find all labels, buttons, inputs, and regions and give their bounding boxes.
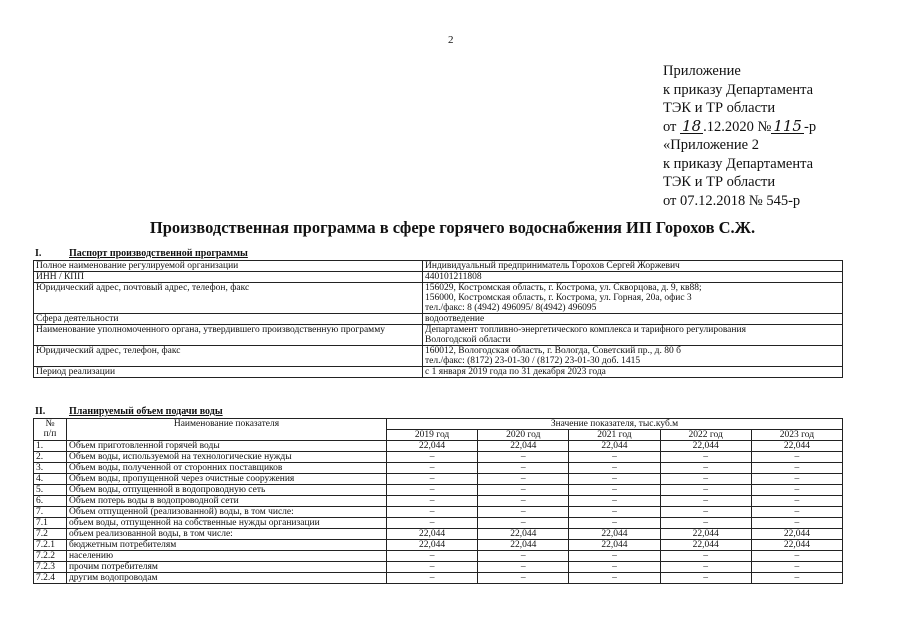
passport-table bbox=[33, 260, 843, 378]
row-value: 22,044 bbox=[387, 529, 478, 540]
row-value: – bbox=[751, 496, 842, 507]
row-value: – bbox=[751, 573, 842, 584]
passport-key: Полное наименование регулируемой организации bbox=[34, 261, 423, 272]
row-name: населению bbox=[66, 551, 386, 562]
table-row bbox=[34, 485, 843, 496]
year-header: 2021 год bbox=[569, 430, 660, 441]
row-number: 7.2.1 bbox=[34, 540, 67, 551]
row-value: – bbox=[751, 485, 842, 496]
appendix-line: ТЭК и ТР области bbox=[663, 100, 776, 116]
row-number: 7.2.4 bbox=[34, 573, 67, 584]
table-row bbox=[34, 540, 843, 551]
passport-value bbox=[423, 367, 843, 378]
document-title: Производственная программа в сфере горячего водоснабжения ИП Горохов С.Ж. bbox=[149, 218, 756, 237]
table-row bbox=[34, 507, 843, 518]
passport-value bbox=[423, 272, 843, 283]
passport-value-line: 156029, Костромская область, г. Кострома, ул. Скворцова, д. 9, кв88; bbox=[425, 283, 702, 293]
header-name: Наименование показателя bbox=[66, 419, 386, 441]
passport-value-line: 440101211808 bbox=[425, 272, 482, 282]
row-number: 7.2.3 bbox=[34, 562, 67, 573]
passport-row bbox=[34, 346, 843, 367]
table-row bbox=[34, 441, 843, 452]
row-value: – bbox=[660, 507, 751, 518]
row-value: – bbox=[387, 485, 478, 496]
row-value: – bbox=[569, 562, 660, 573]
row-value: – bbox=[478, 474, 569, 485]
row-value: 22,044 bbox=[569, 540, 660, 551]
row-value: – bbox=[387, 551, 478, 562]
row-value: – bbox=[387, 573, 478, 584]
passport-row bbox=[34, 325, 843, 346]
row-value: – bbox=[478, 562, 569, 573]
header-num-line2: п/п bbox=[43, 429, 57, 439]
row-value: – bbox=[478, 551, 569, 562]
table-row bbox=[34, 496, 843, 507]
row-value: – bbox=[660, 485, 751, 496]
row-value: – bbox=[387, 507, 478, 518]
passport-row bbox=[34, 367, 843, 378]
row-value: 22,044 bbox=[478, 441, 569, 452]
passport-value-line: с 1 января 2019 года по 31 декабря 2023 года bbox=[425, 367, 606, 377]
passport-value-line: Департамент топливно-энергетического комплекса и тарифного регулирования bbox=[425, 325, 746, 335]
section-2-heading bbox=[35, 406, 223, 417]
row-number: 7.2 bbox=[34, 529, 67, 540]
passport-value-line: тел./факс: (8172) 23-01-30 / (8172) 23-01-30 доб. 1415 bbox=[425, 356, 641, 366]
handwritten-number: 115 bbox=[773, 116, 802, 135]
row-value: – bbox=[660, 551, 751, 562]
row-name: Объем воды, пропущенной через очистные сооружения bbox=[66, 474, 386, 485]
row-name: объем воды, отпущенной на собственные нужды организации bbox=[66, 518, 386, 529]
row-value: – bbox=[387, 496, 478, 507]
row-value: – bbox=[751, 562, 842, 573]
row-value: – bbox=[569, 463, 660, 474]
row-value: – bbox=[660, 496, 751, 507]
row-name: прочим потребителям bbox=[66, 562, 386, 573]
row-value: 22,044 bbox=[660, 529, 751, 540]
row-value: – bbox=[478, 485, 569, 496]
table-row bbox=[34, 573, 843, 584]
section-label: Планируемый объем подачи воды bbox=[69, 406, 223, 417]
row-name: объем реализованной воды, в том числе: bbox=[66, 529, 386, 540]
passport-value-line: 156000, Костромская область, г. Кострома, ул. Горная, 20а, офис 3 bbox=[425, 293, 692, 303]
row-number: 5. bbox=[34, 485, 67, 496]
section-number: II. bbox=[35, 406, 46, 417]
row-value: 22,044 bbox=[569, 529, 660, 540]
row-name: Объем приготовленной горячей воды bbox=[66, 441, 386, 452]
appendix-order-line bbox=[663, 118, 816, 137]
header-num bbox=[34, 419, 67, 441]
row-value: – bbox=[387, 474, 478, 485]
row-number: 7.1 bbox=[34, 518, 67, 529]
appendix-line: «Приложение 2 bbox=[663, 137, 759, 153]
row-value: – bbox=[569, 474, 660, 485]
year-header: 2019 год bbox=[387, 430, 478, 441]
section-label: Паспорт производственной программы bbox=[69, 248, 248, 259]
row-number: 7. bbox=[34, 507, 67, 518]
row-value: – bbox=[569, 551, 660, 562]
row-value: – bbox=[478, 518, 569, 529]
row-name: Объем отпущенной (реализованной) воды, в том числе: bbox=[66, 507, 386, 518]
header-value: Значение показателя, тыс.куб.м bbox=[387, 419, 843, 430]
row-value: 22,044 bbox=[387, 540, 478, 551]
passport-key: ИНН / КПП bbox=[34, 272, 423, 283]
table-row bbox=[34, 529, 843, 540]
passport-row bbox=[34, 261, 843, 272]
row-value: – bbox=[569, 496, 660, 507]
row-value: – bbox=[478, 507, 569, 518]
order-suffix: -р bbox=[803, 118, 817, 135]
passport-key: Наименование уполномоченного органа, утвердившего производственную программу bbox=[34, 325, 423, 346]
passport-value bbox=[423, 325, 843, 346]
appendix-line: к приказу Департамента bbox=[663, 81, 814, 98]
row-value: – bbox=[387, 463, 478, 474]
appendix-line: к приказу Департамента bbox=[663, 155, 814, 172]
table-row bbox=[34, 551, 843, 562]
row-value: – bbox=[478, 463, 569, 474]
order-date: .12.2020 № bbox=[703, 118, 772, 135]
row-value: – bbox=[387, 518, 478, 529]
row-number: 2. bbox=[34, 452, 67, 463]
year-header: 2023 год bbox=[751, 430, 842, 441]
passport-value-line: Индивидуальный предприниматель Горохов Сергей Жоржевич bbox=[425, 261, 680, 271]
passport-value bbox=[423, 346, 843, 367]
row-value: – bbox=[569, 485, 660, 496]
row-name: другим водопроводам bbox=[66, 573, 386, 584]
passport-value-line: тел./факс: 8 (4942) 496095/ 8(4942) 496095 bbox=[425, 303, 597, 313]
row-value: – bbox=[569, 452, 660, 463]
table-row bbox=[34, 452, 843, 463]
row-value: – bbox=[751, 518, 842, 529]
row-number: 3. bbox=[34, 463, 67, 474]
row-value: 22,044 bbox=[660, 540, 751, 551]
passport-key: Период реализации bbox=[34, 367, 423, 378]
row-value: – bbox=[751, 551, 842, 562]
row-value: 22,044 bbox=[478, 529, 569, 540]
page-number: 2 bbox=[448, 34, 454, 46]
row-value: – bbox=[751, 452, 842, 463]
row-name: бюджетным потребителям bbox=[66, 540, 386, 551]
row-value: – bbox=[660, 452, 751, 463]
passport-key: Юридический адрес, телефон, факс bbox=[34, 346, 423, 367]
row-value: – bbox=[569, 518, 660, 529]
section-1-heading bbox=[35, 248, 248, 259]
appendix-line: от 07.12.2018 № 545-р bbox=[663, 192, 801, 209]
passport-row bbox=[34, 314, 843, 325]
row-number: 4. bbox=[34, 474, 67, 485]
table-row bbox=[34, 463, 843, 474]
row-value: – bbox=[751, 507, 842, 518]
row-value: – bbox=[569, 573, 660, 584]
row-number: 7.2.2 bbox=[34, 551, 67, 562]
row-value: 22,044 bbox=[660, 441, 751, 452]
order-prefix: от bbox=[663, 118, 677, 135]
row-value: 22,044 bbox=[478, 540, 569, 551]
passport-key: Сфера деятельности bbox=[34, 314, 423, 325]
appendix-header bbox=[663, 62, 816, 210]
row-value: – bbox=[660, 474, 751, 485]
year-header: 2020 год bbox=[478, 430, 569, 441]
passport-value-line: Вологодской области bbox=[425, 335, 511, 345]
row-value: – bbox=[387, 452, 478, 463]
row-value: – bbox=[751, 474, 842, 485]
passport-key: Юридический адрес, почтовый адрес, телефон, факс bbox=[34, 283, 423, 314]
row-number: 1. bbox=[34, 441, 67, 452]
row-value: 22,044 bbox=[387, 441, 478, 452]
passport-row bbox=[34, 283, 843, 314]
row-name: Объем воды, используемой на технологические нужды bbox=[66, 452, 386, 463]
row-value: – bbox=[478, 573, 569, 584]
passport-value bbox=[423, 261, 843, 272]
row-value: 22,044 bbox=[751, 540, 842, 551]
row-name: Объем воды, отпущенной в водопроводную сеть bbox=[66, 485, 386, 496]
year-header: 2022 год bbox=[660, 430, 751, 441]
row-value: – bbox=[569, 507, 660, 518]
passport-row bbox=[34, 272, 843, 283]
table-row bbox=[34, 474, 843, 485]
volume-table bbox=[33, 418, 843, 584]
appendix-line: Приложение bbox=[663, 63, 741, 79]
passport-value bbox=[423, 314, 843, 325]
row-value: – bbox=[660, 463, 751, 474]
row-value: – bbox=[660, 562, 751, 573]
row-value: 22,044 bbox=[751, 441, 842, 452]
row-number: 6. bbox=[34, 496, 67, 507]
passport-value bbox=[423, 283, 843, 314]
row-value: – bbox=[478, 452, 569, 463]
row-value: – bbox=[751, 463, 842, 474]
passport-value-line: водоотведение bbox=[425, 314, 485, 324]
table-row bbox=[34, 518, 843, 529]
row-name: Объем воды, полученной от сторонних поставщиков bbox=[66, 463, 386, 474]
appendix-line: ТЭК и ТР области bbox=[663, 174, 776, 190]
row-value: – bbox=[478, 496, 569, 507]
table-row bbox=[34, 562, 843, 573]
row-value: 22,044 bbox=[751, 529, 842, 540]
row-value: – bbox=[660, 518, 751, 529]
row-name: Объем потерь воды в водопроводной сети bbox=[66, 496, 386, 507]
row-value: – bbox=[387, 562, 478, 573]
section-number: I. bbox=[35, 248, 42, 259]
row-value: 22,044 bbox=[569, 441, 660, 452]
handwritten-day: 18 bbox=[682, 116, 702, 135]
passport-value-line: 160012, Вологодская область, г. Вологда, Советский пр., д. 80 б bbox=[425, 346, 681, 356]
row-value: – bbox=[660, 573, 751, 584]
header-num-line1: № bbox=[45, 419, 55, 429]
